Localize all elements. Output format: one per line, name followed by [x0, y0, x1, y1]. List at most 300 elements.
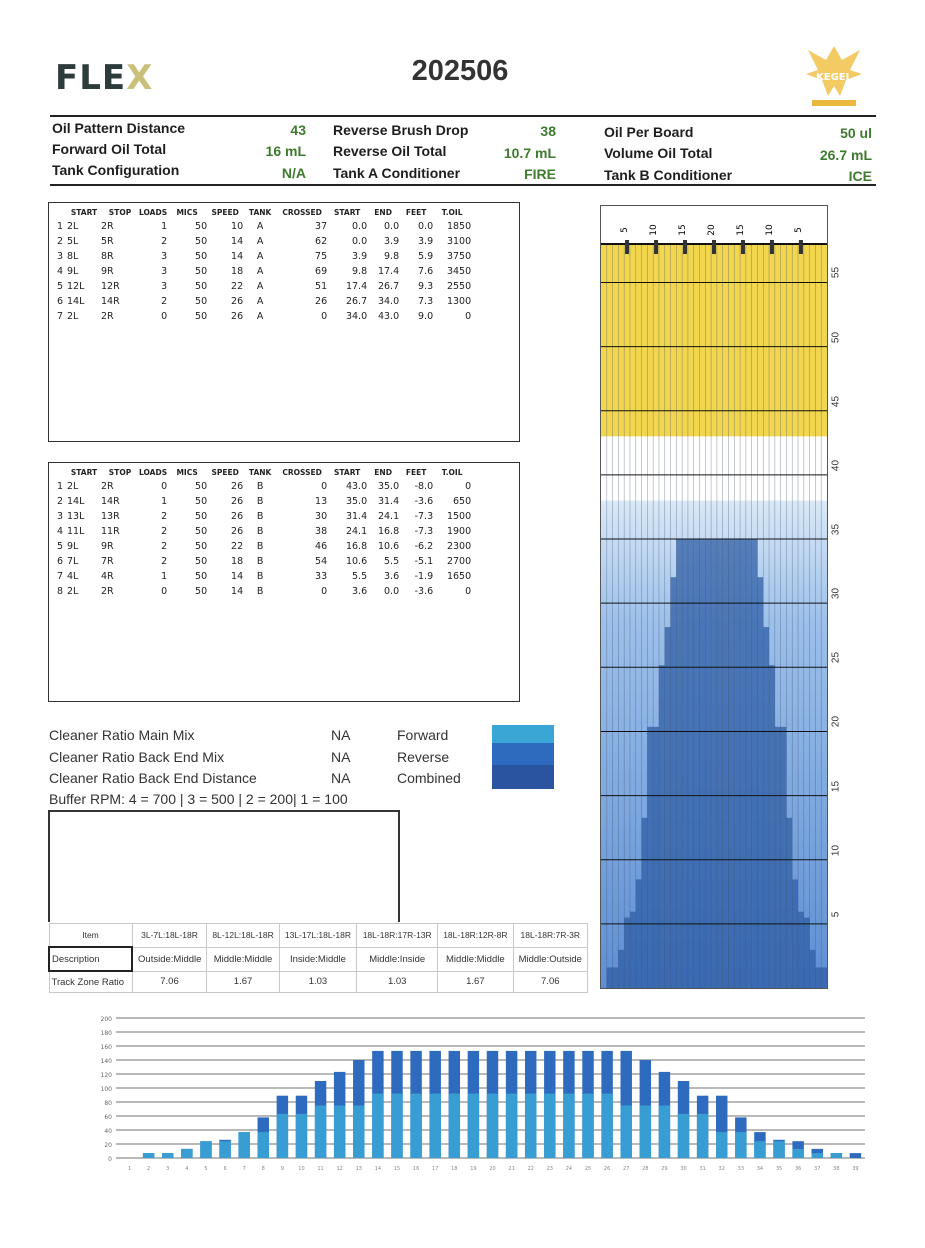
step-cell: 2R: [101, 311, 114, 322]
step-cell: A: [256, 296, 264, 307]
step-cell: 9R: [101, 266, 114, 277]
oil-histogram: [50, 1010, 870, 1180]
step-cell: 5.5: [384, 556, 400, 567]
step-row: [53, 219, 471, 234]
step-cell: 31.4: [345, 511, 368, 522]
step-cell: -6.2: [414, 541, 434, 552]
forward-bar: [372, 1094, 383, 1158]
oil-per-board-value: 50 ul: [840, 125, 872, 141]
tz-item: 13L-17L:18L-18R: [279, 924, 357, 948]
step-cell: 26: [231, 496, 244, 507]
hist-x-tick: 29: [661, 1166, 668, 1172]
step-cell: 51: [315, 281, 328, 292]
cleaner-main-mix-value: NA: [331, 727, 351, 743]
step-cell: 0: [161, 311, 168, 322]
step-cell: 4L: [67, 571, 79, 582]
step-cell: 26: [231, 511, 244, 522]
step-cell: 2: [161, 511, 168, 522]
forward-bar: [181, 1149, 192, 1158]
tz-ratio: 7.06: [513, 971, 587, 993]
step-cell: 50: [195, 556, 208, 567]
step-cell: 54: [315, 556, 328, 567]
step-cell: B: [256, 496, 264, 507]
step-cell: 18: [231, 556, 244, 567]
step-row: [53, 279, 471, 294]
step-row: [53, 524, 471, 539]
badge-text: KEGEL: [816, 72, 852, 83]
step-cell: 26: [231, 526, 244, 537]
hist-x-tick: 39: [852, 1166, 859, 1172]
col-crossed: CROSSED: [282, 467, 322, 477]
distance-label: 50: [830, 331, 842, 343]
step-cell: 50: [195, 481, 208, 492]
step-cell: 13R: [101, 511, 120, 522]
step-cell: -8.0: [414, 481, 434, 492]
forward-bar: [296, 1114, 307, 1158]
forward-bar: [506, 1094, 517, 1158]
step-cell: 1500: [446, 511, 472, 522]
hist-x-tick: 35: [775, 1166, 783, 1172]
step-cell: 16.8: [377, 526, 400, 537]
tz-item: 8L-12L:18L-18R: [207, 924, 279, 948]
hist-x-tick: 23: [546, 1166, 553, 1172]
step-cell: 3450: [446, 266, 472, 277]
swatch-combined: [492, 765, 554, 789]
hist-y-tick: 0: [108, 1156, 112, 1163]
step-cell: -3.6: [414, 586, 434, 597]
step-row: [53, 584, 471, 599]
col-total-oil: T.OIL: [441, 207, 463, 217]
step-cell: 5.9: [418, 251, 434, 262]
header-divider: [50, 115, 876, 117]
swatch-reverse: [492, 743, 554, 765]
step-cell: 35.0: [345, 496, 368, 507]
step-cell: 69: [315, 266, 328, 277]
step-cell: 0: [321, 481, 328, 492]
forward-oil-total-label: Forward Oil Total: [52, 141, 167, 157]
board-oil-bar: [815, 967, 821, 988]
hist-y-tick: 180: [100, 1030, 112, 1037]
step-cell: 1: [161, 496, 168, 507]
step-cell: 0: [321, 586, 328, 597]
board-oil-bar: [607, 967, 613, 988]
step-cell: 0.0: [418, 221, 434, 232]
volume-oil-total-label: Volume Oil Total: [604, 145, 713, 161]
step-cell: 9.8: [352, 266, 368, 277]
tz-description: Middle:Inside: [357, 947, 438, 971]
step-cell: 24.1: [345, 526, 368, 537]
notes-box: [48, 810, 400, 922]
forward-steps-box: [48, 202, 520, 442]
hist-x-tick: 13: [355, 1166, 362, 1172]
step-cell: 50: [195, 311, 208, 322]
summary-divider: [50, 184, 876, 186]
step-cell: 17.4: [345, 281, 368, 292]
reverse-brush-drop-value: 38: [540, 123, 556, 139]
hist-x-tick: 22: [527, 1166, 534, 1172]
legend-combined: Combined: [397, 770, 461, 786]
step-cell: 2L: [67, 481, 79, 492]
step-cell: 2: [161, 541, 168, 552]
board-oil-bar: [665, 627, 671, 988]
hist-x-tick: 25: [584, 1166, 592, 1172]
step-cell: 3: [161, 266, 168, 277]
step-cell: 7L: [67, 556, 79, 567]
step-cell: 3: [56, 251, 64, 262]
step-cell: 1: [56, 481, 64, 492]
tz-description: Middle:Middle: [438, 947, 513, 971]
step-cell: 2: [161, 556, 168, 567]
arrow-marker: [712, 240, 716, 254]
board-oil-bar: [798, 912, 804, 988]
col-mics: MICS: [176, 207, 198, 217]
tz-item: 3L-7L:18L-18R: [132, 924, 207, 948]
step-cell: 1: [161, 571, 168, 582]
board-oil-bar: [653, 727, 659, 988]
hist-x-tick: 12: [336, 1166, 343, 1172]
col-loads: LOADS: [139, 207, 168, 217]
step-cell: 50: [195, 571, 208, 582]
board-oil-bar: [786, 818, 792, 988]
col-feet: FEET: [405, 207, 427, 217]
step-cell: 1850: [446, 221, 472, 232]
step-cell: 38: [315, 526, 328, 537]
forward-bar: [812, 1153, 823, 1158]
step-cell: B: [256, 586, 264, 597]
combined-bar: [850, 1153, 861, 1158]
step-cell: 9.3: [418, 281, 434, 292]
step-cell: 34.0: [377, 296, 400, 307]
step-cell: 3.9: [384, 236, 400, 247]
distance-labels: [826, 205, 856, 987]
step-cell: 26: [315, 296, 328, 307]
cleaner-back-end-mix-label: Cleaner Ratio Back End Mix: [49, 749, 225, 765]
step-cell: 1300: [446, 296, 472, 307]
step-cell: 14: [231, 571, 244, 582]
step-cell: 13L: [67, 511, 85, 522]
hist-y-tick: 140: [100, 1058, 112, 1065]
board-oil-bar: [723, 539, 729, 988]
forward-bar: [697, 1114, 708, 1158]
step-cell: 26: [231, 311, 244, 322]
hist-x-tick: 14: [374, 1166, 382, 1172]
step-cell: A: [256, 236, 264, 247]
track-zone-item-row: [49, 924, 588, 948]
forward-bar: [640, 1106, 651, 1159]
col-num: [53, 465, 67, 479]
distance-label: 20: [830, 716, 842, 728]
ratio-label: Track Zone Ratio: [49, 971, 132, 993]
forward-bar: [678, 1114, 689, 1158]
step-cell: 16.8: [345, 541, 368, 552]
tz-description: Outside:Middle: [132, 947, 207, 971]
tz-ratio: 1.67: [207, 971, 279, 993]
step-cell: 9L: [67, 266, 79, 277]
board-oil-bar: [618, 950, 624, 988]
step-cell: 0: [465, 481, 472, 492]
hist-x-tick: 24: [565, 1166, 573, 1172]
hist-x-tick: 2: [147, 1166, 151, 1172]
step-cell: 10.6: [377, 541, 400, 552]
step-cell: 3750: [446, 251, 472, 262]
step-cell: 2R: [101, 586, 114, 597]
hist-x-tick: 7: [242, 1166, 246, 1172]
step-cell: B: [256, 511, 264, 522]
step-cell: B: [256, 571, 264, 582]
step-cell: 3100: [446, 236, 472, 247]
step-cell: A: [256, 221, 264, 232]
board-oil-bar: [705, 539, 711, 988]
board-oil-bar: [688, 539, 694, 988]
col-speed: SPEED: [211, 467, 239, 477]
board-oil-bar: [711, 539, 717, 988]
step-cell: 2550: [446, 281, 472, 292]
description-label: Description: [49, 947, 132, 971]
step-cell: 0.0: [384, 221, 400, 232]
step-cell: 2: [161, 236, 168, 247]
col-loads: LOADS: [139, 467, 168, 477]
step-cell: 3.6: [352, 586, 368, 597]
forward-bar: [716, 1132, 727, 1158]
flex-logo: [55, 58, 153, 98]
board-oil-bar: [613, 967, 619, 988]
board-oil-bar: [700, 539, 706, 988]
pattern-number: 202506: [411, 55, 509, 87]
hist-y-tick: 100: [100, 1086, 112, 1093]
step-cell: 50: [195, 526, 208, 537]
col-tank: TANK: [248, 467, 272, 477]
board-oil-bar: [671, 577, 677, 988]
hist-x-tick: 26: [603, 1166, 611, 1172]
histogram-svg: [50, 1010, 870, 1180]
oil-pattern-distance-label: Oil Pattern Distance: [52, 120, 186, 136]
hist-x-tick: 30: [680, 1166, 687, 1172]
step-cell: A: [256, 281, 264, 292]
board-oil-bar: [647, 727, 653, 988]
step-cell: 3: [161, 251, 168, 262]
step-cell: 0: [321, 311, 328, 322]
transition-area: [601, 436, 827, 500]
step-cell: 62: [315, 236, 328, 247]
step-cell: 17.4: [377, 266, 400, 277]
forward-bar: [487, 1094, 498, 1158]
reverse-oil-total-value: 10.7 mL: [503, 145, 556, 161]
step-row: [53, 479, 471, 494]
forward-bar: [353, 1106, 364, 1159]
hist-x-tick: 27: [623, 1166, 630, 1172]
tz-ratio: 1.67: [438, 971, 513, 993]
step-cell: 43.0: [377, 311, 400, 322]
forward-bar: [601, 1094, 612, 1158]
step-row: [53, 554, 471, 569]
step-cell: 13: [315, 496, 328, 507]
col-speed: SPEED: [211, 207, 239, 217]
forward-oil-total-value: 16 mL: [265, 143, 306, 159]
step-cell: 4: [56, 266, 64, 277]
step-cell: 9.8: [384, 251, 400, 262]
hist-x-tick: 3: [166, 1166, 170, 1172]
forward-steps-table: [53, 205, 471, 324]
arrow-marker: [741, 240, 745, 254]
reverse-steps-box: [48, 462, 520, 702]
board-oil-bar: [682, 539, 688, 988]
col-stop: STOP: [108, 467, 132, 477]
col-crossed: CROSSED: [282, 207, 322, 217]
hist-x-tick: 36: [794, 1166, 802, 1172]
board-label: 5: [620, 227, 631, 233]
arrow-marker: [654, 240, 658, 254]
step-cell: 11R: [101, 526, 120, 537]
step-cell: 50: [195, 251, 208, 262]
step-cell: 3: [56, 511, 64, 522]
tz-ratio: 1.03: [357, 971, 438, 993]
board-oil-bar: [804, 918, 810, 988]
hist-x-tick: 20: [489, 1166, 496, 1172]
forward-bar: [162, 1153, 173, 1158]
hist-x-tick: 5: [204, 1166, 208, 1172]
forward-bar: [831, 1153, 842, 1158]
forward-bar: [200, 1141, 211, 1158]
hist-x-tick: 33: [737, 1166, 745, 1172]
tz-item: 18L-18R:17R-13R: [357, 924, 438, 948]
volume-oil-total-value: 26.7 mL: [819, 147, 872, 163]
board-label: 5: [793, 227, 804, 233]
step-cell: 50: [195, 236, 208, 247]
track-zone-table: [48, 923, 588, 993]
step-cell: 4: [56, 526, 64, 537]
step-cell: -3.6: [414, 496, 434, 507]
legend-swatch: [492, 725, 554, 789]
hist-y-tick: 40: [104, 1128, 112, 1135]
forward-bar: [754, 1141, 765, 1158]
cleaner-back-end-distance-value: NA: [331, 770, 351, 786]
step-cell: -7.3: [414, 511, 434, 522]
step-cell: 14L: [67, 496, 85, 507]
step-cell: 22: [231, 541, 244, 552]
logo-text: FLE: [55, 58, 127, 98]
board-oil-bar: [728, 539, 734, 988]
step-cell: A: [256, 266, 264, 277]
step-cell: 34.0: [345, 311, 368, 322]
board-oil-bar: [734, 539, 740, 988]
step-cell: 0.0: [352, 221, 368, 232]
hist-x-tick: 28: [642, 1166, 649, 1172]
tank-a-conditioner-value: FIRE: [524, 166, 556, 182]
cleaner-back-end-distance-label: Cleaner Ratio Back End Distance: [49, 770, 257, 786]
col-start: START: [70, 207, 98, 217]
forward-bar: [659, 1106, 670, 1159]
step-cell: 43.0: [345, 481, 368, 492]
step-cell: 6: [56, 296, 64, 307]
reverse-steps-table: [53, 465, 471, 599]
tank-b-conditioner-label: Tank B Conditioner: [604, 167, 733, 183]
step-cell: 5: [56, 281, 64, 292]
step-cell: 2: [161, 296, 168, 307]
step-row: [53, 249, 471, 264]
hist-x-tick: 37: [814, 1166, 821, 1172]
step-cell: 33: [315, 571, 328, 582]
step-cell: 1650: [446, 571, 472, 582]
step-row: [53, 234, 471, 249]
kegel-badge-icon: [798, 40, 870, 110]
hist-x-tick: 17: [432, 1166, 439, 1172]
step-cell: 2R: [101, 221, 114, 232]
step-cell: 7: [56, 311, 64, 322]
step-cell: 14: [231, 586, 244, 597]
forward-bar: [449, 1094, 460, 1158]
distance-label: 10: [830, 844, 842, 856]
step-cell: 11L: [67, 526, 85, 537]
tz-item: 18L-18R:7R-3R: [513, 924, 587, 948]
step-cell: 37: [315, 221, 328, 232]
hist-x-tick: 6: [223, 1166, 227, 1172]
step-cell: 7.6: [418, 266, 434, 277]
hist-x-tick: 21: [508, 1166, 515, 1172]
distance-label: 40: [830, 459, 842, 471]
arrow-marker: [799, 240, 803, 254]
step-cell: -1.9: [414, 571, 434, 582]
step-cell: 50: [195, 221, 208, 232]
forward-bar: [429, 1094, 440, 1158]
board-oil-bar: [636, 879, 642, 988]
step-cell: 50: [195, 266, 208, 277]
legend-forward: Forward: [397, 727, 449, 743]
track-zone-ratio-row: [49, 971, 588, 993]
step-cell: 26.7: [377, 281, 400, 292]
board-oil-bar: [775, 727, 781, 988]
step-cell: 10: [231, 221, 244, 232]
tz-description: Middle:Middle: [207, 947, 279, 971]
step-cell: 30: [315, 511, 328, 522]
arrow-marker: [625, 240, 629, 254]
reverse-brush-drop-label: Reverse Brush Drop: [333, 122, 469, 138]
step-cell: 2L: [67, 221, 79, 232]
hist-y-tick: 120: [100, 1072, 112, 1079]
forward-bar: [582, 1094, 593, 1158]
board-oil-bar: [740, 539, 746, 988]
step-cell: A: [256, 311, 264, 322]
step-cell: 50: [195, 496, 208, 507]
forward-bar: [468, 1094, 479, 1158]
forward-bar: [219, 1141, 230, 1158]
buffer-rpm: Buffer RPM: 4 = 700 | 3 = 500 | 2 = 200| 1 = 100: [49, 791, 348, 807]
step-cell: -7.3: [414, 526, 434, 537]
step-cell: 75: [315, 251, 328, 262]
step-cell: 3.9: [352, 251, 368, 262]
step-cell: 0.0: [352, 236, 368, 247]
board-oil-bar: [746, 539, 752, 988]
step-cell: 0: [161, 586, 168, 597]
step-row: [53, 494, 471, 509]
tz-item: 18L-18R:12R-8R: [438, 924, 513, 948]
step-cell: 26: [231, 296, 244, 307]
board-oil-bar: [642, 818, 648, 988]
step-row: [53, 264, 471, 279]
forward-bar: [563, 1094, 574, 1158]
distance-label: 25: [830, 652, 842, 664]
tank-a-conditioner-label: Tank A Conditioner: [333, 165, 461, 181]
step-cell: 7: [56, 571, 64, 582]
step-cell: B: [256, 556, 264, 567]
hist-y-tick: 60: [104, 1114, 112, 1121]
step-cell: 0.0: [384, 586, 400, 597]
step-cell: 35.0: [377, 481, 400, 492]
step-cell: 2: [161, 526, 168, 537]
tz-ratio: 1.03: [279, 971, 357, 993]
step-cell: 2: [56, 236, 64, 247]
board-oil-bar: [630, 912, 636, 988]
forward-bar: [334, 1106, 345, 1159]
